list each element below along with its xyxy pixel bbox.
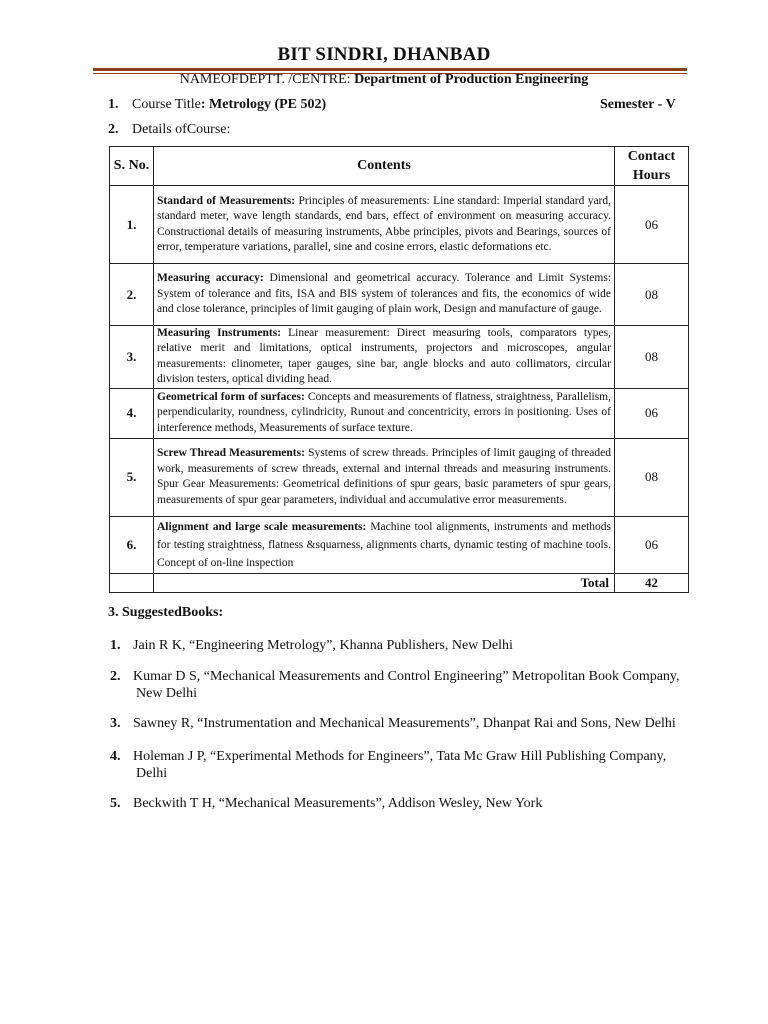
book-item bbox=[110, 637, 700, 654]
book-item bbox=[110, 748, 700, 782]
row-text: Linear measurement: Direct measuring tools, comparators types, relative merit and limitations, optical instruments, projectors and microscopes, angular measurements: clinometer, taper gauges, sine bar, angle blocks and auto collimators, circular division testers, optical dividing head. bbox=[157, 327, 612, 386]
book-number: 1. bbox=[110, 638, 121, 653]
course-title-line bbox=[108, 97, 326, 113]
row-content bbox=[154, 438, 615, 516]
row-text: Dimensional and geometrical accuracy. Tolerance and Limit Systems: System of tolerance and fits, ISA and BIS system of tolerances and fits, the economics of wide and close tolerance, principles of limit gauging of plain work, Design and manufacture of gauge. bbox=[157, 272, 612, 316]
row-heading: Screw Thread Measurements: bbox=[157, 447, 305, 460]
book-number: 2. bbox=[110, 669, 121, 684]
row-sno: 2. bbox=[110, 264, 154, 326]
row-heading: Alignment and large scale measurements: bbox=[157, 520, 367, 533]
row-text: Concepts and measurements of flatness, straightness, Parallelism, perpendicularity, roundness, cylindricity, Runout and concentricity, errors in positioning. Uses of interference methods, Measurements of surface texture. bbox=[157, 391, 612, 434]
book-text: Sawney R, “Instrumentation and Mechanical Measurements”, Dhanpat Rai and Sons, New Delhi bbox=[133, 716, 676, 731]
total-value: 42 bbox=[615, 573, 689, 592]
institute-title: BIT SINDRI, DHANBAD bbox=[277, 44, 491, 65]
book-item bbox=[110, 668, 700, 702]
book-item bbox=[110, 715, 700, 732]
row-text: Principles of measurements: Line standard: Imperial standard yard, standard meter, wave length standards, end bars, effect of environment on measuring accuracy. Constructional details of measuring instruments, Abbe principles, pivots and Bearings, sources of error, temperature variations, parallel, sine and cosine errors, elastic deformations etc. bbox=[157, 194, 611, 253]
row-content bbox=[154, 186, 615, 264]
book-number: 4. bbox=[110, 749, 121, 764]
row-text: Machine tool alignments, instruments and methods for testing straightness, flatness &squarness, alignments charts, dynamic testing of machine tools. Concept of on-line inspection bbox=[157, 520, 612, 569]
book-item bbox=[110, 795, 700, 812]
course-title-label: Course Title bbox=[132, 97, 201, 112]
row-content bbox=[154, 516, 615, 573]
row-hours: 06 bbox=[615, 388, 689, 438]
department-line bbox=[0, 72, 768, 88]
book-text: Jain R K, “Engineering Metrology”, Khanna Publishers, New Delhi bbox=[133, 638, 513, 653]
row-heading: Geometrical form of surfaces: bbox=[157, 391, 305, 404]
row-sno: 5. bbox=[110, 438, 154, 516]
table-row bbox=[110, 388, 689, 438]
table-row bbox=[110, 516, 689, 573]
book-number: 3. bbox=[110, 716, 121, 731]
row-hours: 06 bbox=[615, 186, 689, 264]
row-sno: 3. bbox=[110, 326, 154, 389]
book-text: Beckwith T H, “Mechanical Measurements”, Addison Wesley, New York bbox=[133, 796, 543, 811]
course-details-label: Details ofCourse: bbox=[132, 122, 231, 137]
suggested-books-heading: 3. SuggestedBooks: bbox=[108, 605, 224, 620]
item-number: 2. bbox=[108, 122, 119, 137]
header-rule-thick bbox=[93, 68, 687, 71]
header-sno: S. No. bbox=[110, 147, 154, 186]
course-details-line bbox=[108, 122, 230, 138]
row-sno: 4. bbox=[110, 388, 154, 438]
row-sno: 1. bbox=[110, 186, 154, 264]
semester-label: Semester - V bbox=[600, 97, 676, 112]
row-hours: 08 bbox=[615, 438, 689, 516]
book-text: Kumar D S, “Mechanical Measurements and Control Engineering” Metropolitan Book Company, bbox=[133, 669, 680, 684]
row-heading: Measuring Instruments: bbox=[157, 327, 282, 339]
total-empty-cell bbox=[110, 573, 154, 592]
table-row bbox=[110, 264, 689, 326]
row-content bbox=[154, 264, 615, 326]
header-hours: Contact Hours bbox=[615, 147, 689, 186]
table-row bbox=[110, 186, 689, 264]
total-label: Total bbox=[154, 573, 615, 592]
table-header-row bbox=[110, 147, 689, 186]
department-name: Department of Production Engineering bbox=[354, 72, 589, 87]
row-text: Systems of screw threads. Principles of limit gauging of threaded work, measurements of screw threads, external and internal threads and measuring instruments. Spur Gear Measurements: Geometrical definitions of spur gears, basic parameters of spur gears, measurements of spur gear parameters, individual and accumulative error measurements. bbox=[157, 447, 611, 506]
book-number: 5. bbox=[110, 796, 121, 811]
row-hours: 06 bbox=[615, 516, 689, 573]
book-text: Holeman J P, “Experimental Methods for Engineers”, Tata Mc Graw Hill Publishing Company, bbox=[133, 749, 667, 764]
book-text-continued: Delhi bbox=[136, 766, 168, 781]
row-sno: 6. bbox=[110, 516, 154, 573]
item-number: 1. bbox=[108, 97, 119, 112]
book-text-continued: New Delhi bbox=[136, 686, 198, 701]
course-title-value: : Metrology (PE 502) bbox=[200, 97, 327, 112]
row-heading: Standard of Measurements: bbox=[157, 194, 296, 207]
table-total-row bbox=[110, 573, 689, 592]
table-row bbox=[110, 326, 689, 389]
header-contents: Contents bbox=[154, 147, 615, 186]
row-content bbox=[154, 326, 615, 389]
department-label: NAMEOFDEPTT. /CENTRE: bbox=[179, 72, 355, 87]
table-row bbox=[110, 438, 689, 516]
row-hours: 08 bbox=[615, 326, 689, 389]
course-contents-table bbox=[109, 146, 689, 593]
row-hours: 08 bbox=[615, 264, 689, 326]
row-heading: Measuring accuracy: bbox=[157, 272, 264, 285]
row-content bbox=[154, 388, 615, 438]
